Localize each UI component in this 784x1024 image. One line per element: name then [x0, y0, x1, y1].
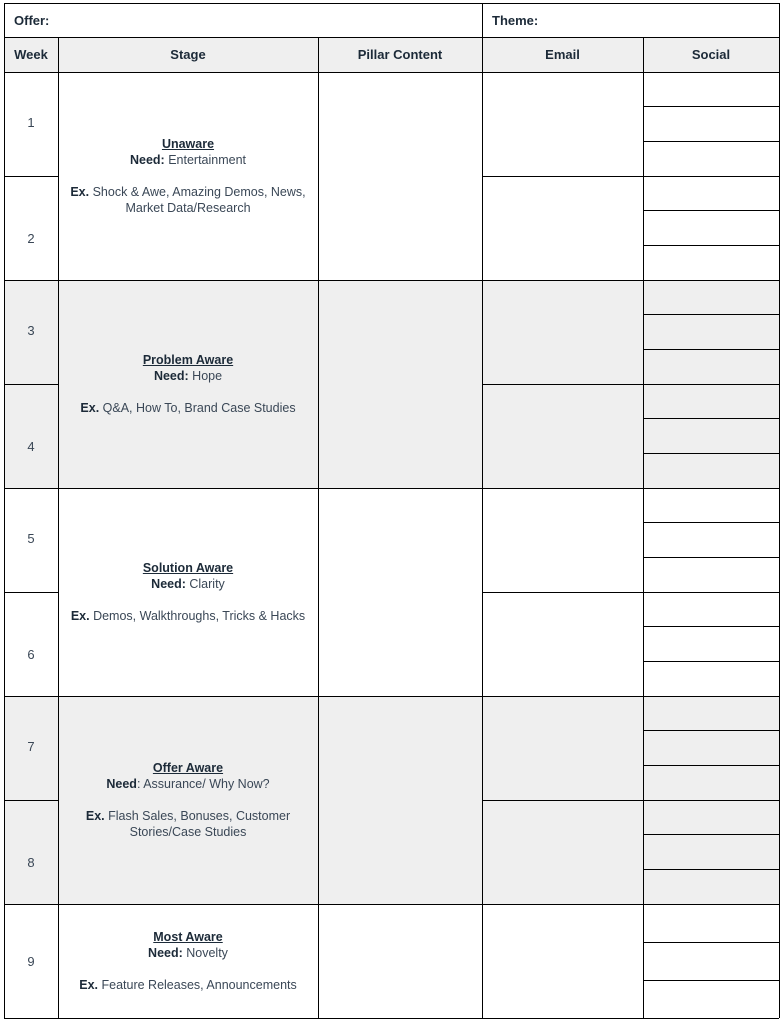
- week-number: 4: [27, 438, 35, 454]
- offer-label: Offer:: [14, 12, 50, 28]
- stage-need: [148, 945, 228, 961]
- column-divider: [482, 3, 483, 1018]
- social-slot-cell[interactable]: [643, 731, 779, 766]
- examples-value: Flash Sales, Bonuses, Customer Stories/Case Studies: [104, 809, 291, 839]
- social-slot-cell[interactable]: [643, 980, 779, 1018]
- social-slot-divider: [643, 869, 779, 870]
- pillar-content-cell[interactable]: [318, 488, 482, 696]
- pillar-content-cell[interactable]: [318, 696, 482, 904]
- social-slot-divider: [643, 834, 779, 835]
- column-divider: [58, 37, 59, 1018]
- stage-need: [151, 576, 225, 592]
- week-number: 7: [27, 738, 35, 754]
- social-slot-cell[interactable]: [643, 349, 779, 384]
- social-slot-divider: [643, 453, 779, 454]
- pillar-content-cell[interactable]: [318, 904, 482, 1018]
- stage-name: Problem Aware: [142, 353, 234, 367]
- column-header-social: Social: [691, 47, 731, 62]
- column-header-stage: Stage: [170, 47, 206, 62]
- social-slot-divider: [643, 980, 779, 981]
- social-slot-cell[interactable]: [643, 315, 779, 350]
- table-border-left: [4, 3, 5, 1018]
- need-value: Novelty: [182, 946, 228, 960]
- stage-name: Unaware: [161, 137, 215, 151]
- week-divider: [482, 800, 779, 801]
- stage-examples: [58, 808, 318, 840]
- email-cell[interactable]: [482, 800, 643, 904]
- need-label: Need:: [129, 153, 165, 167]
- stage-description: [58, 280, 318, 488]
- social-slot-divider: [643, 245, 779, 246]
- need-label: Need:: [153, 369, 189, 383]
- social-slot-divider: [643, 522, 779, 523]
- week-divider: [4, 592, 58, 593]
- email-cell[interactable]: [482, 488, 643, 592]
- social-slot-cell[interactable]: [643, 942, 779, 980]
- need-value: Hope: [188, 369, 223, 383]
- stage-description: [58, 904, 318, 1018]
- social-slot-divider: [643, 418, 779, 419]
- email-cell[interactable]: [482, 696, 643, 800]
- social-slot-cell[interactable]: [643, 211, 779, 246]
- week-number: 2: [27, 230, 35, 246]
- social-slot-cell[interactable]: [643, 107, 779, 142]
- social-slot-cell[interactable]: [643, 557, 779, 592]
- social-slot-divider: [643, 557, 779, 558]
- social-slot-cell[interactable]: [643, 141, 779, 176]
- examples-label: Ex.: [79, 978, 99, 992]
- week-divider: [4, 176, 58, 177]
- social-slot-cell[interactable]: [643, 869, 779, 904]
- stage-name: Most Aware: [153, 930, 223, 944]
- social-slot-divider: [643, 626, 779, 627]
- week-number: 8: [27, 854, 35, 870]
- social-slot-cell[interactable]: [643, 765, 779, 800]
- social-slot-cell[interactable]: [643, 592, 779, 627]
- need-label: Need:: [148, 946, 183, 960]
- stage-description: [58, 696, 318, 904]
- column-divider: [643, 37, 644, 1018]
- examples-value: Q&A, How To, Brand Case Studies: [99, 401, 296, 415]
- need-value: : Assurance/ Why Now?: [136, 777, 270, 791]
- examples-label: Ex.: [80, 401, 100, 415]
- stage-examples: [63, 608, 313, 624]
- social-slot-cell[interactable]: [643, 384, 779, 419]
- stage-need: [154, 368, 222, 384]
- social-slot-cell[interactable]: [643, 280, 779, 315]
- column-header-pillar-content: Pillar Content: [357, 47, 443, 62]
- email-cell[interactable]: [482, 384, 643, 488]
- social-slot-cell[interactable]: [643, 627, 779, 662]
- stage-divider: [4, 696, 779, 697]
- header-divider: [4, 37, 779, 38]
- stage-name: Offer Aware: [152, 761, 224, 775]
- social-slot-cell[interactable]: [643, 176, 779, 211]
- social-slot-cell[interactable]: [643, 453, 779, 488]
- stage-need: [106, 776, 269, 792]
- social-slot-divider: [643, 314, 779, 315]
- column-header-week: Week: [14, 47, 48, 62]
- social-slot-cell[interactable]: [643, 488, 779, 523]
- stage-name: Solution Aware: [142, 561, 234, 575]
- stage-divider: [4, 280, 779, 281]
- email-cell[interactable]: [482, 904, 643, 1018]
- social-slot-divider: [643, 106, 779, 107]
- need-value: Entertainment: [164, 153, 247, 167]
- week-divider: [482, 176, 779, 177]
- theme-label: Theme:: [492, 12, 539, 28]
- social-slot-divider: [643, 210, 779, 211]
- examples-label: Ex.: [70, 185, 90, 199]
- week-number: 1: [27, 114, 35, 130]
- table-border-top: [4, 3, 779, 4]
- social-slot-cell[interactable]: [643, 904, 779, 942]
- column-divider: [318, 37, 319, 1018]
- social-slot-divider: [643, 942, 779, 943]
- email-cell[interactable]: [482, 176, 643, 280]
- stage-description: [58, 72, 318, 280]
- email-cell[interactable]: [482, 280, 643, 384]
- week-number: 5: [27, 530, 35, 546]
- examples-value: Demos, Walkthroughs, Tricks & Hacks: [89, 609, 306, 623]
- examples-label: Ex.: [85, 809, 105, 823]
- pillar-content-cell[interactable]: [318, 72, 482, 280]
- social-slot-divider: [643, 661, 779, 662]
- examples-value: Feature Releases, Announcements: [98, 978, 297, 992]
- stage-examples: [58, 184, 318, 216]
- stage-description: [58, 488, 318, 696]
- social-slot-divider: [643, 349, 779, 350]
- social-slot-cell[interactable]: [643, 835, 779, 870]
- social-slot-cell[interactable]: [643, 696, 779, 731]
- week-divider: [482, 592, 779, 593]
- stage-examples: [72, 400, 303, 416]
- week-divider: [482, 384, 779, 385]
- need-label: Need:: [151, 577, 186, 591]
- table-border-right: [779, 3, 780, 1018]
- week-divider: [4, 384, 58, 385]
- stage-examples: [71, 977, 305, 993]
- social-slot-divider: [643, 765, 779, 766]
- need-value: Clarity: [185, 577, 225, 591]
- examples-value: Shock & Awe, Amazing Demos, News, Market Data/Research: [89, 185, 306, 215]
- week-divider: [4, 800, 58, 801]
- need-label: Need: [106, 777, 137, 791]
- social-slot-cell[interactable]: [643, 800, 779, 835]
- social-slot-cell[interactable]: [643, 245, 779, 280]
- email-cell[interactable]: [482, 72, 643, 176]
- pillar-content-cell[interactable]: [318, 280, 482, 488]
- column-header-email: Email: [545, 47, 580, 62]
- social-slot-cell[interactable]: [643, 72, 779, 107]
- social-slot-cell[interactable]: [643, 661, 779, 696]
- stage-divider: [4, 904, 779, 905]
- stage-divider: [4, 488, 779, 489]
- examples-label: Ex.: [70, 609, 90, 623]
- stage-need: [130, 152, 246, 168]
- social-slot-cell[interactable]: [643, 523, 779, 558]
- social-slot-divider: [643, 141, 779, 142]
- week-number: 9: [27, 953, 35, 969]
- table-border-bottom: [4, 1018, 779, 1019]
- social-slot-divider: [643, 730, 779, 731]
- social-slot-cell[interactable]: [643, 419, 779, 454]
- stage-divider: [4, 72, 779, 73]
- email-cell[interactable]: [482, 592, 643, 696]
- week-number: 3: [27, 322, 35, 338]
- week-number: 6: [27, 646, 35, 662]
